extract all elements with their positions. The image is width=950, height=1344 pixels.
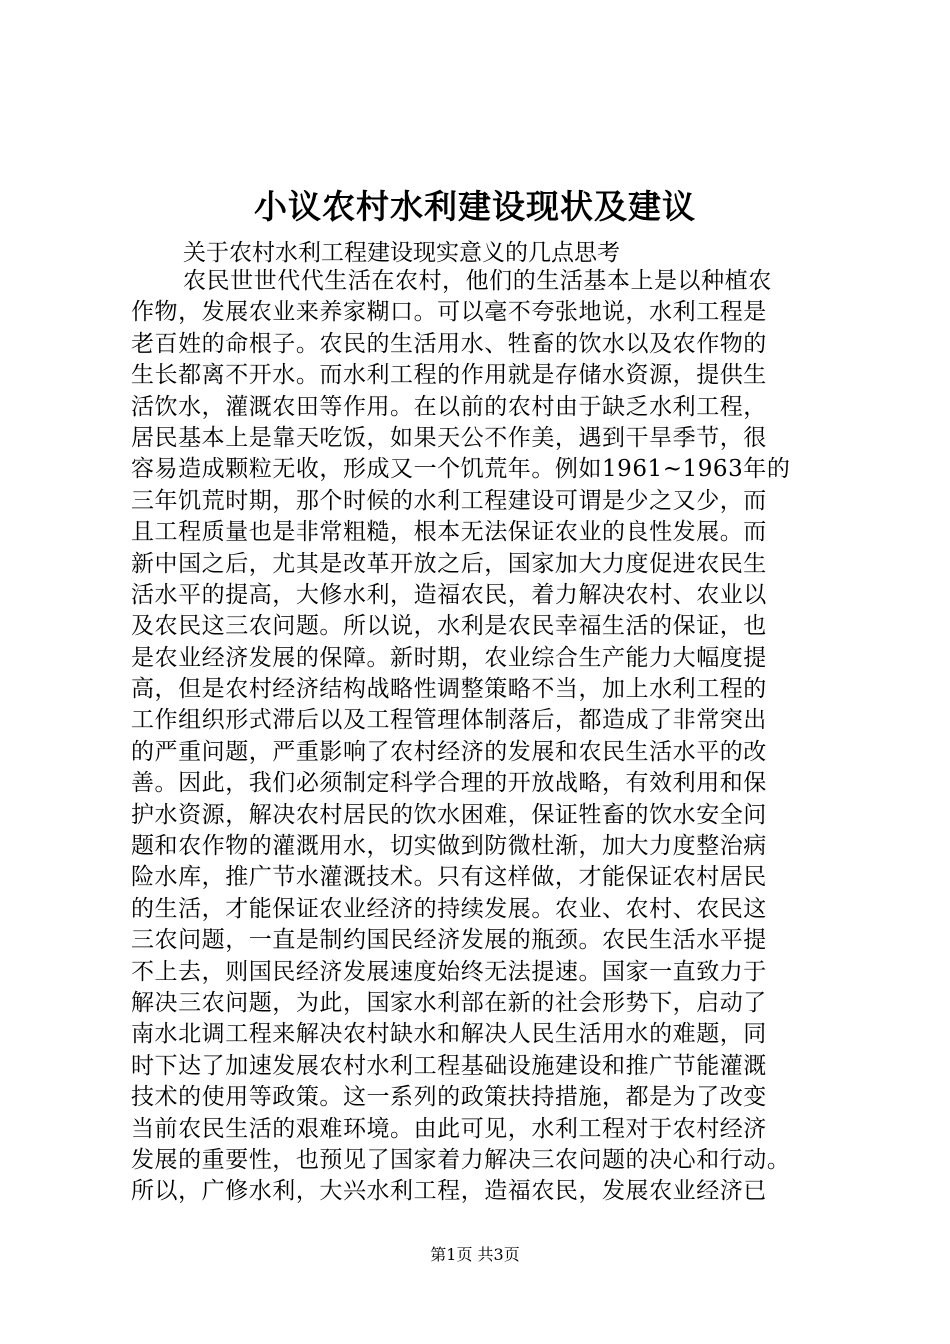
text-line: 的严重问题，严重影响了农村经济的发展和农民生活水平的改 <box>131 738 767 765</box>
text-line: 发展的重要性，也预见了国家着力解决三农问题的决心和行动。 <box>131 1146 791 1173</box>
text-line: 险水库，推广节水灌溉技术。只有这样做，才能保证农村居民 <box>131 864 767 891</box>
text-line: 所以，广修水利，大兴水利工程，造福农民，发展农业经济已 <box>131 1178 767 1205</box>
text-line: 是农业经济发展的保障。新时期，农业综合生产能力大幅度提 <box>131 644 767 671</box>
text-line: 高，但是农村经济结构战略性调整策略不当，加上水利工程的 <box>131 676 767 703</box>
text-line: 活水平的提高，大修水利，造福农民，着力解决农村、农业以 <box>131 581 767 608</box>
document-title: 小议农村水利建设现状及建议 <box>254 187 696 226</box>
text-line: 生长都离不开水。而水利工程的作用就是存储水资源，提供生 <box>131 362 767 389</box>
text-line: 护水资源，解决农村居民的饮水困难，保证牲畜的饮水安全问 <box>131 801 767 828</box>
text-line: 及农民这三农问题。所以说，水利是农民幸福生活的保证，也 <box>131 613 767 640</box>
text-line: 活饮水，灌溉农田等作用。在以前的农村由于缺乏水利工程， <box>131 393 767 420</box>
text-line: 且工程质量也是非常粗糙，根本无法保证农业的良性发展。而 <box>131 519 767 546</box>
page-number: 第1页 共3页 <box>430 1245 520 1264</box>
text-line: 工作组织形式滞后以及工程管理体制落后，都造成了非常突出 <box>131 707 767 734</box>
text-line: 三农问题，一直是制约国民经济发展的瓶颈。农民生活水平提 <box>131 927 767 954</box>
text-line: 农民世世代代生活在农村，他们的生活基本上是以种植农 <box>183 268 772 294</box>
text-line: 新中国之后，尤其是改革开放之后，国家加大力度促进农民生 <box>131 550 767 577</box>
text-line: 居民基本上是靠天吃饭，如果天公不作美，遇到干旱季节，很 <box>131 424 767 451</box>
document-subtitle: 关于农村水利工程建设现实意义的几点思考 <box>183 240 620 266</box>
text-line: 三年饥荒时期，那个时候的水利工程建设可谓是少之又少，而 <box>131 487 767 514</box>
text-line: 的生活，才能保证农业经济的持续发展。农业、农村、农民这 <box>131 895 767 922</box>
text-line: 解决三农问题，为此，国家水利部在新的社会形势下，启动了 <box>131 989 767 1016</box>
text-line: 技术的使用等政策。这一系列的政策扶持措施，都是为了改变 <box>131 1084 767 1111</box>
text-line: 时下达了加速发展农村水利工程基础设施建设和推广节能灌溉 <box>131 1052 767 1079</box>
text-line: 作物，发展农业来养家糊口。可以毫不夸张地说，水利工程是 <box>131 299 767 326</box>
text-line: 老百姓的命根子。农民的生活用水、牲畜的饮水以及农作物的 <box>131 330 767 357</box>
text-line: 南水北调工程来解决农村缺水和解决人民生活用水的难题，同 <box>131 1021 767 1048</box>
body-text <box>131 266 846 1208</box>
text-line: 容易造成颗粒无收，形成又一个饥荒年。例如1961~1963年的 <box>131 456 791 483</box>
text-line: 不上去，则国民经济发展速度始终无法提速。国家一直致力于 <box>131 958 767 985</box>
text-line: 题和农作物的灌溉用水，切实做到防微杜渐，加大力度整治病 <box>131 833 767 860</box>
text-line: 当前农民生活的艰难环境。由此可见，水利工程对于农村经济 <box>131 1115 767 1142</box>
text-line: 善。因此，我们必须制定科学合理的开放战略，有效利用和保 <box>131 770 767 797</box>
